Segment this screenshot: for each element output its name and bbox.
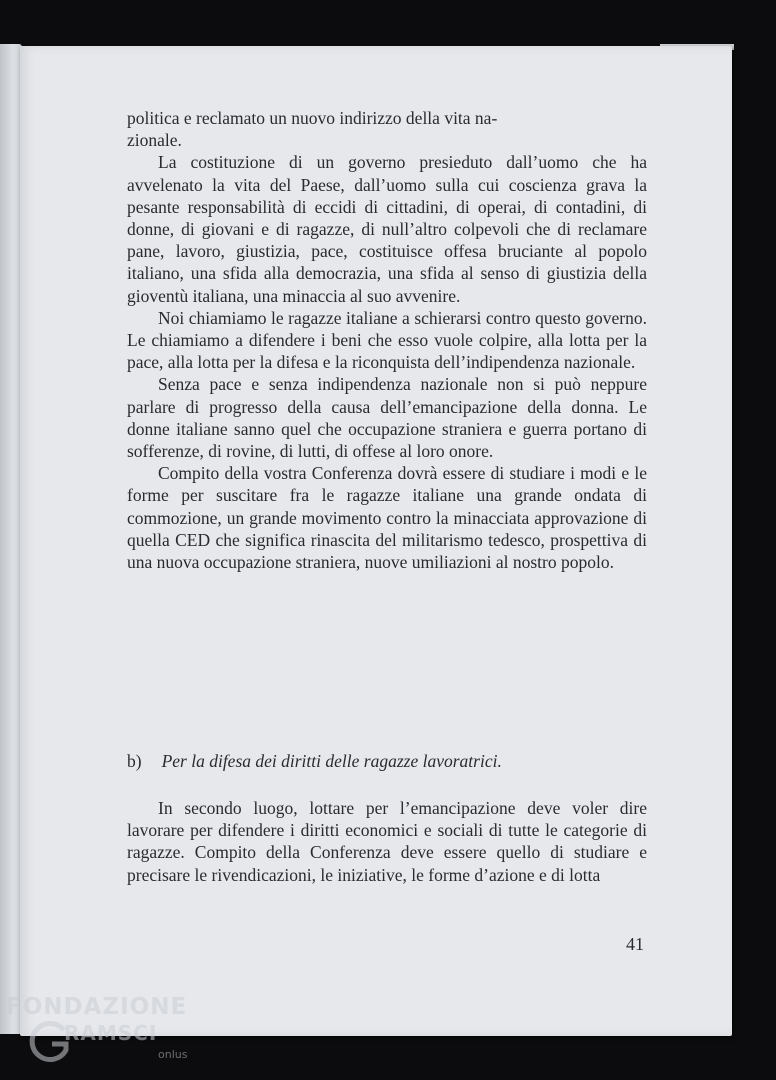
watermark-line2: RAMSCI xyxy=(64,1021,158,1045)
page-number: 41 xyxy=(626,934,644,954)
paragraph-senza-pace: Senza pace e senza indipendenza nazionale non si può neppure parlare di progresso della causa dell’emancipazione della donna. Le donne italiane sanno quel che occupazione straniera e guerra portano di sofferenze, di rovine, di lutti, di offese al loro onore. xyxy=(127,374,647,462)
fondazione-gramsci-watermark xyxy=(6,994,196,1074)
paragraph-costituzione: La costituzione di un governo presieduto dall’uomo che ha avvelenato la vita del Paese, dall’uomo sulla cui coscienza grava la pesante responsabilità di eccidi di cittadini, di operai, di contadini, di donne, di giovani e di ragazze, di null’altro colpevoli che di reclamare pane, lavoro, giustizia, pace, costituisce offesa bruciante al popolo italiano, una sfida alla democrazia, una sfida al senso di giustizia della gioventù italiana, una minaccia al suo avvenire. xyxy=(127,152,647,306)
section-heading xyxy=(127,750,647,772)
paragraph-compito: Compito della vostra Conferenza dovrà essere di studiare i modi e le forme per suscitare fra le ragazze italiane una grande ondata di commozione, un grande movimento contro la minacciata approvazione di quella CED che significa rinascita del militarismo tedesco, prospettiva di una nuova occupazione straniera, nuove umiliazioni al nostro popolo. xyxy=(127,463,647,573)
watermark-suffix: onlus xyxy=(158,1048,188,1061)
section-title: Per la difesa dei diritti delle ragazze lavoratrici. xyxy=(161,751,502,771)
paragraph-continuation: politica e reclamato un nuovo indirizzo della vita na- zionale. xyxy=(127,108,498,151)
section-marker: b) xyxy=(127,751,142,771)
section-text xyxy=(127,797,647,886)
facing-page-edge xyxy=(0,44,22,1034)
paragraph-secondo-luogo: In secondo luogo, lottare per l’emancipazione deve voler dire lavorare per difendere i diritti economici e sociali di tutte le categorie di ragazze. Compito della Conferenza deve essere quello di studiare e precisare le rivendicazioni, le iniziative, le forme d’azione e di lotta xyxy=(127,798,647,885)
body-text xyxy=(127,107,647,573)
paragraph-chiamiamo: Noi chiamiamo le ragazze italiane a schierarsi contro questo governo. Le chiamiamo a difendere i beni che esso vuole colpire, alla lotta per la pace, alla lotta per la difesa e la riconquista dell’indipendenza nazionale. xyxy=(127,307,647,373)
watermark-line1: FONDAZIONE xyxy=(6,994,188,1020)
